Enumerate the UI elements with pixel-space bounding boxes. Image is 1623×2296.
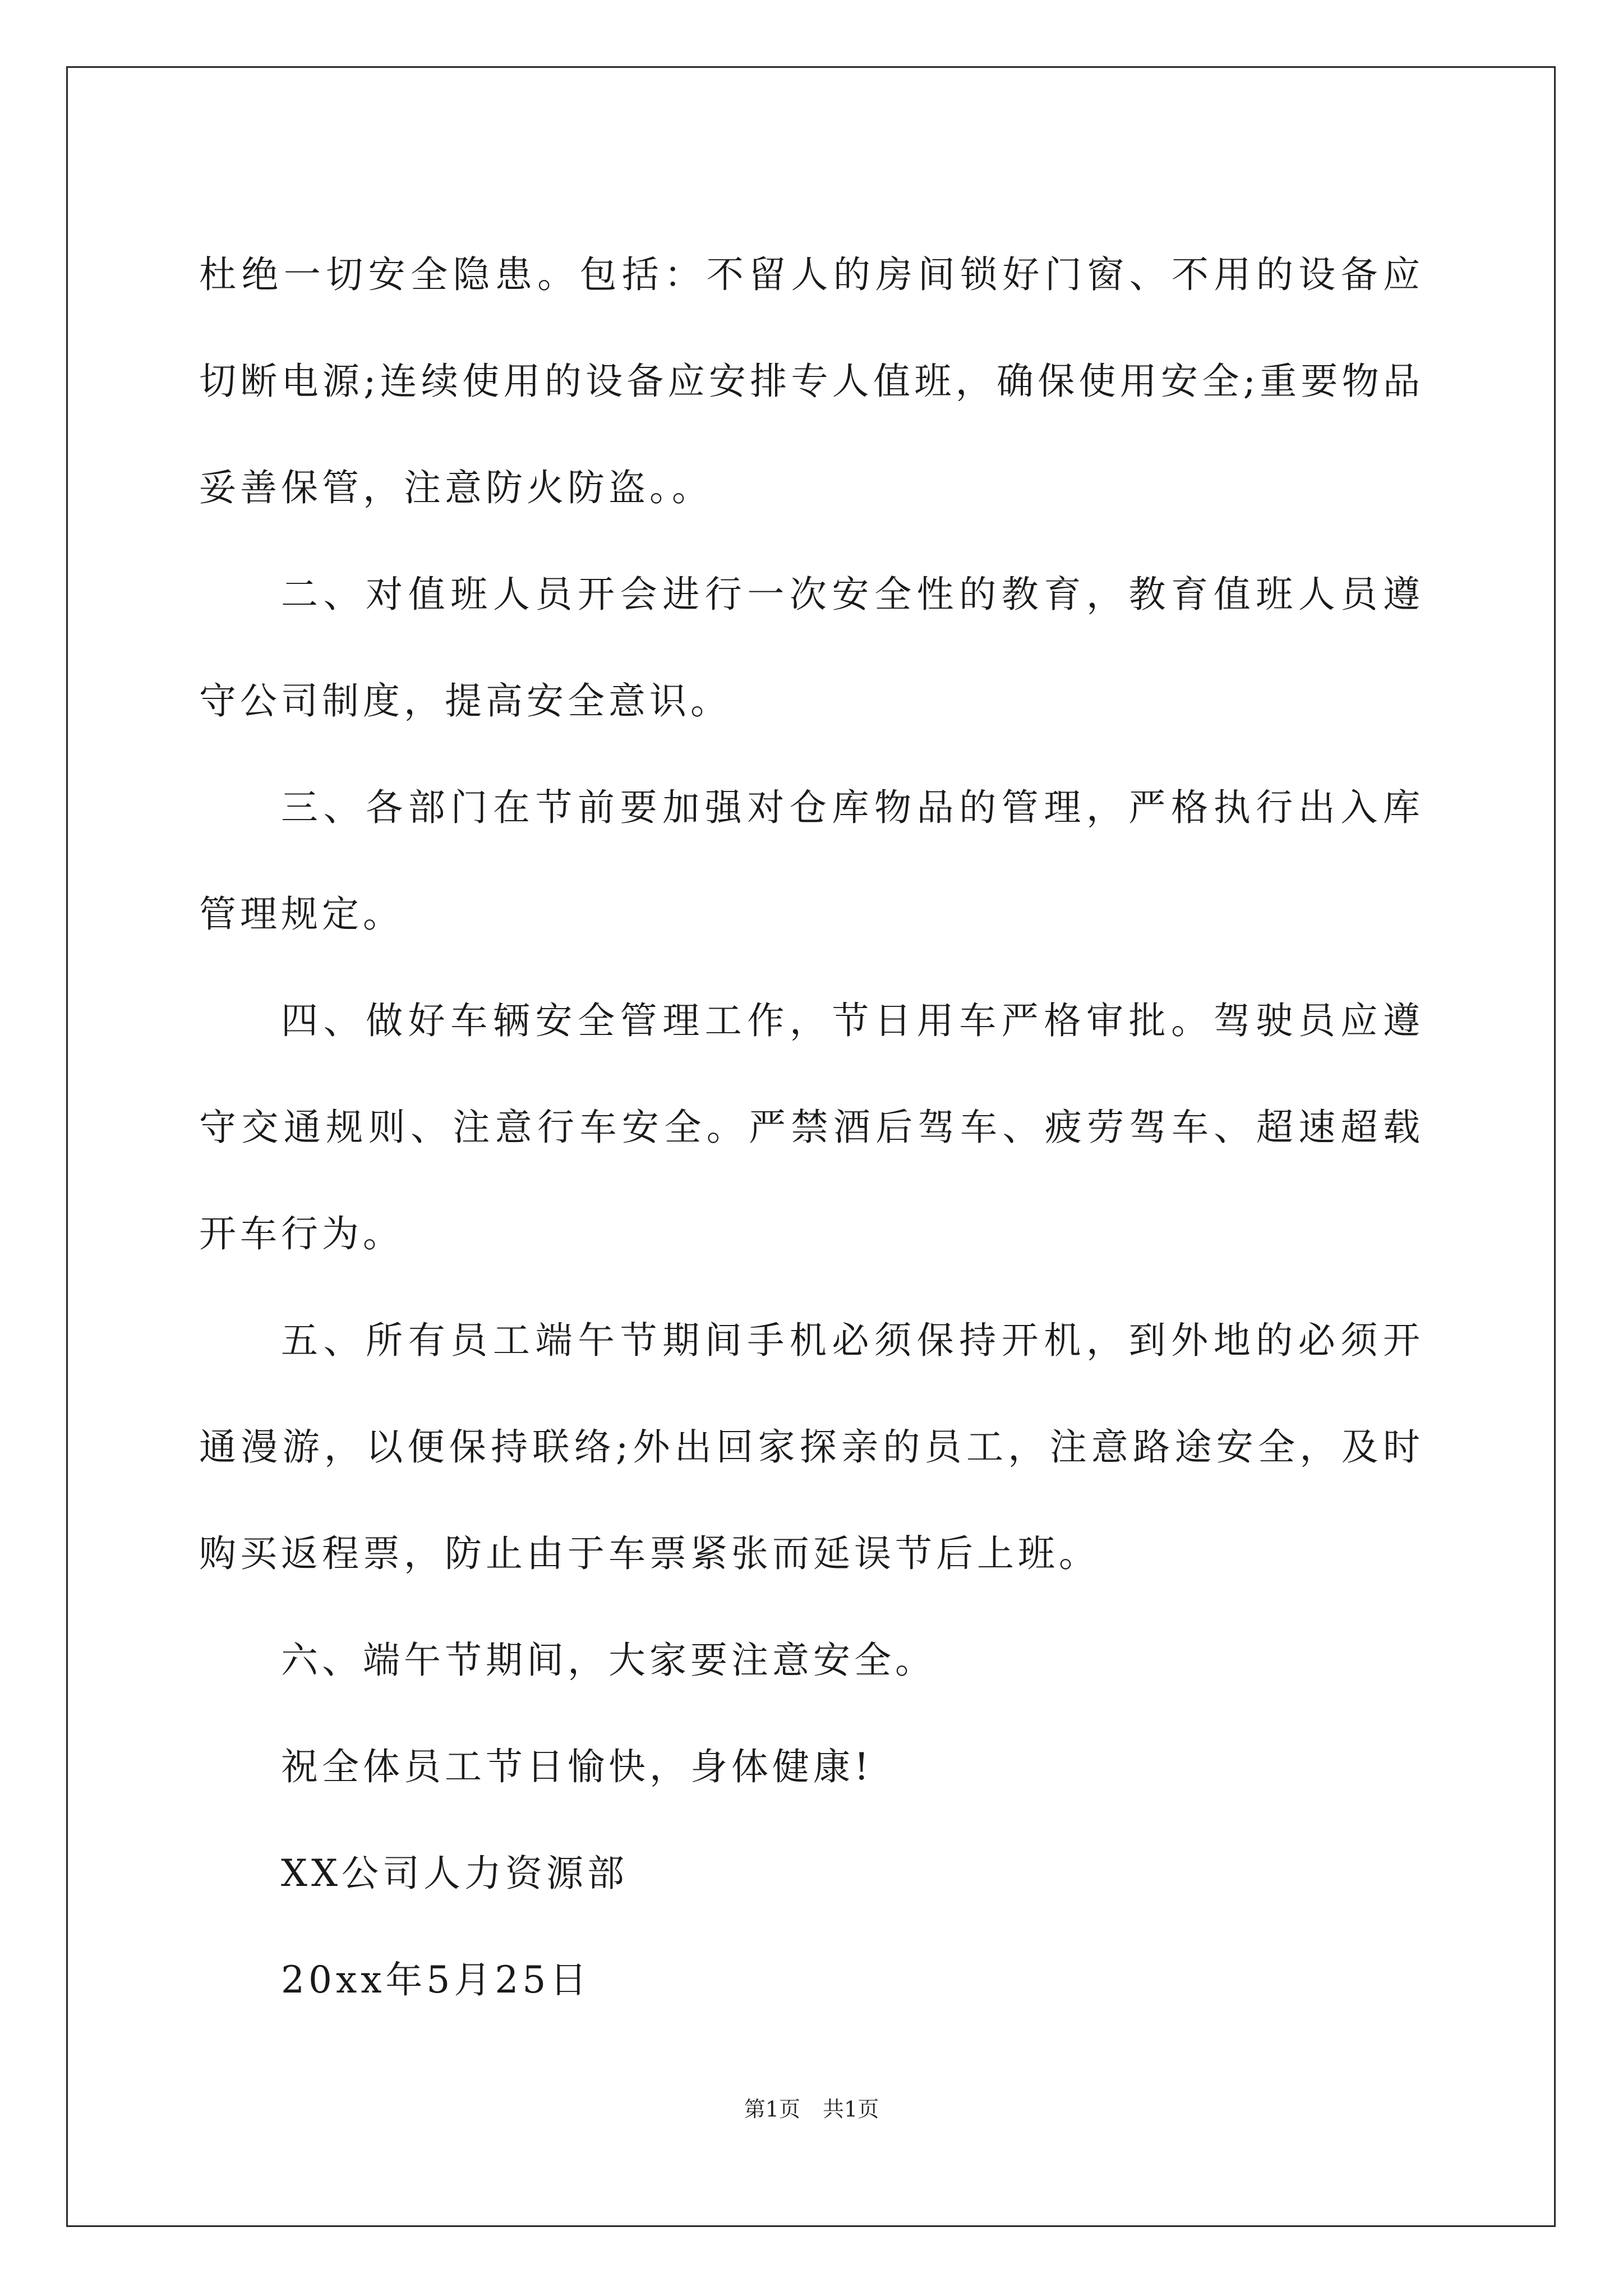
paragraph-vehicle-safety: 四、做好车辆安全管理工作，节日用车严格审批。驾驶员应遵守交通规则、注意行车安全。严禁酒后驾车、疲劳驾车、超速超载开车行为。 — [199, 999, 1424, 1255]
page-total: 共1页 — [823, 2097, 879, 2122]
paragraph-phone-and-travel: 五、所有员工端午节期间手机必须保持开机，到外地的必须开通漫游，以便保持联络;外出回家探亲的员工，注意路途安全，及时购买返程票，防止由于车票紧张而延误节后上班。 — [199, 1319, 1424, 1575]
signature-date: 20xx年5月25日 — [281, 1958, 591, 2001]
paragraph-safety-precautions: 杜绝一切安全隐患。包括：不留人的房间锁好门窗、不用的设备应切断电源;连续使用的设备应安排专人值班，确保使用安全;重要物品妥善保管，注意防火防盗。。 — [199, 253, 1424, 509]
paragraph-holiday-safety: 六、端午节期间，大家要注意安全。 — [281, 1639, 936, 1682]
paragraph-duty-staff-education: 二、对值班人员开会进行一次安全性的教育，教育值班人员遵守公司制度，提高安全意识。 — [199, 573, 1424, 723]
signature-department: XX公司人力资源部 — [281, 1852, 628, 1895]
document-body — [199, 222, 1424, 2033]
page-footer — [0, 2095, 1623, 2123]
page-number: 第1页 — [744, 2097, 800, 2122]
paragraph-greeting: 祝全体员工节日愉快，身体健康! — [281, 1745, 873, 1788]
paragraph-warehouse-management: 三、各部门在节前要加强对仓库物品的管理，严格执行出入库管理规定。 — [199, 786, 1424, 936]
